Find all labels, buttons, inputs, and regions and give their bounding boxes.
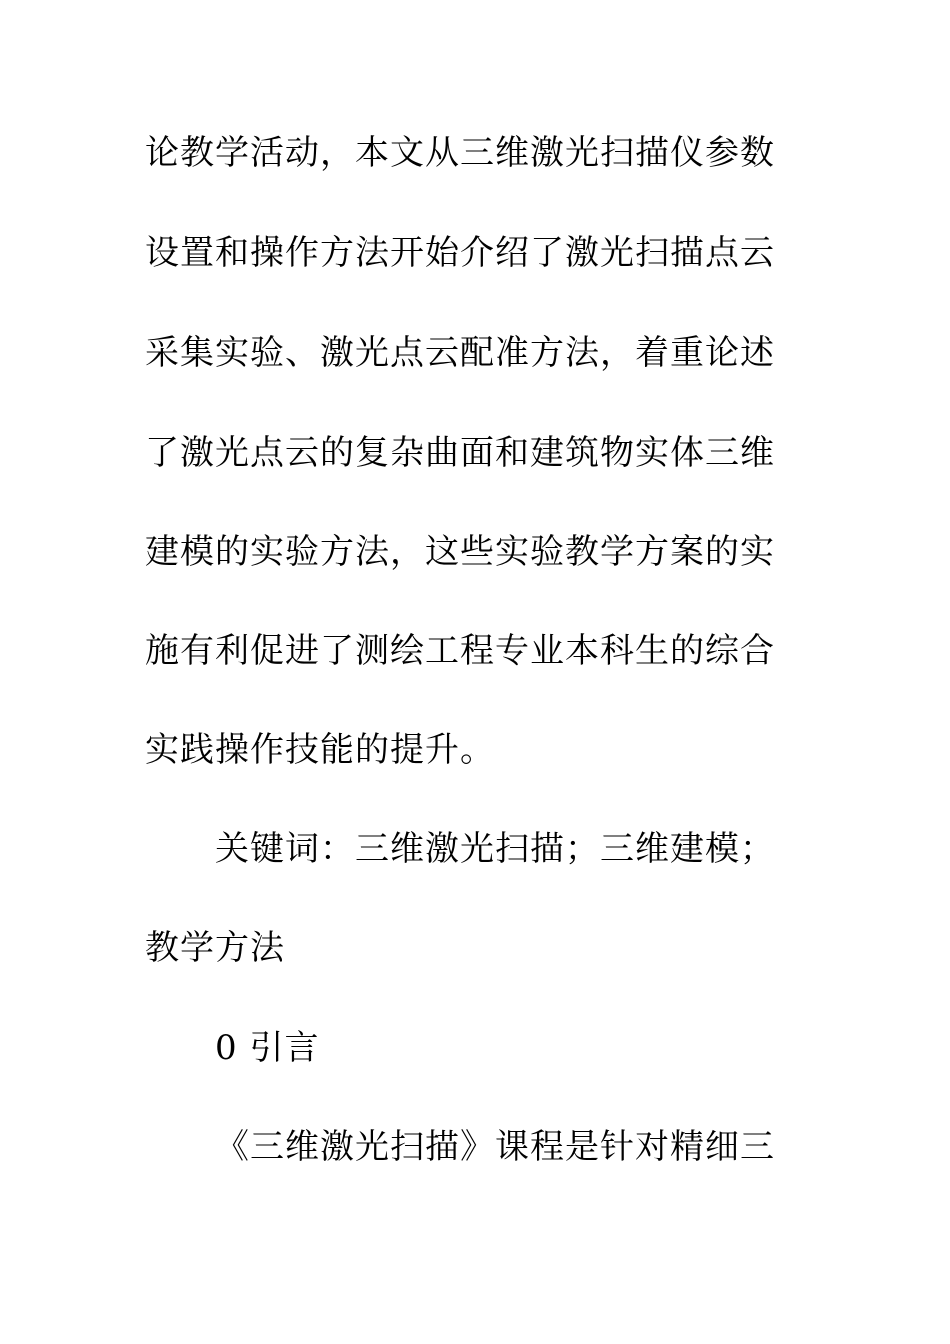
abstract-line-1: 论教学活动，本文从三维激光扫描仪参数	[145, 133, 775, 173]
abstract-line-6: 施有利促进了测绘工程专业本科生的综合	[145, 631, 775, 671]
keywords-line-1: 关键词：三维激光扫描；三维建模；	[215, 829, 775, 869]
abstract-line-7: 实践操作技能的提升。	[145, 730, 495, 770]
keywords-line-2: 教学方法	[145, 928, 285, 968]
section-first-line: 《三维激光扫描》课程是针对精细三	[215, 1127, 775, 1167]
section-heading: 0 引言	[215, 1028, 320, 1068]
abstract-line-5: 建模的实验方法，这些实验教学方案的实	[145, 532, 775, 572]
abstract-line-4: 了激光点云的复杂曲面和建筑物实体三维	[145, 433, 775, 473]
abstract-line-2: 设置和操作方法开始介绍了激光扫描点云	[145, 233, 775, 273]
abstract-line-3: 采集实验、激光点云配准方法，着重论述	[145, 333, 775, 373]
